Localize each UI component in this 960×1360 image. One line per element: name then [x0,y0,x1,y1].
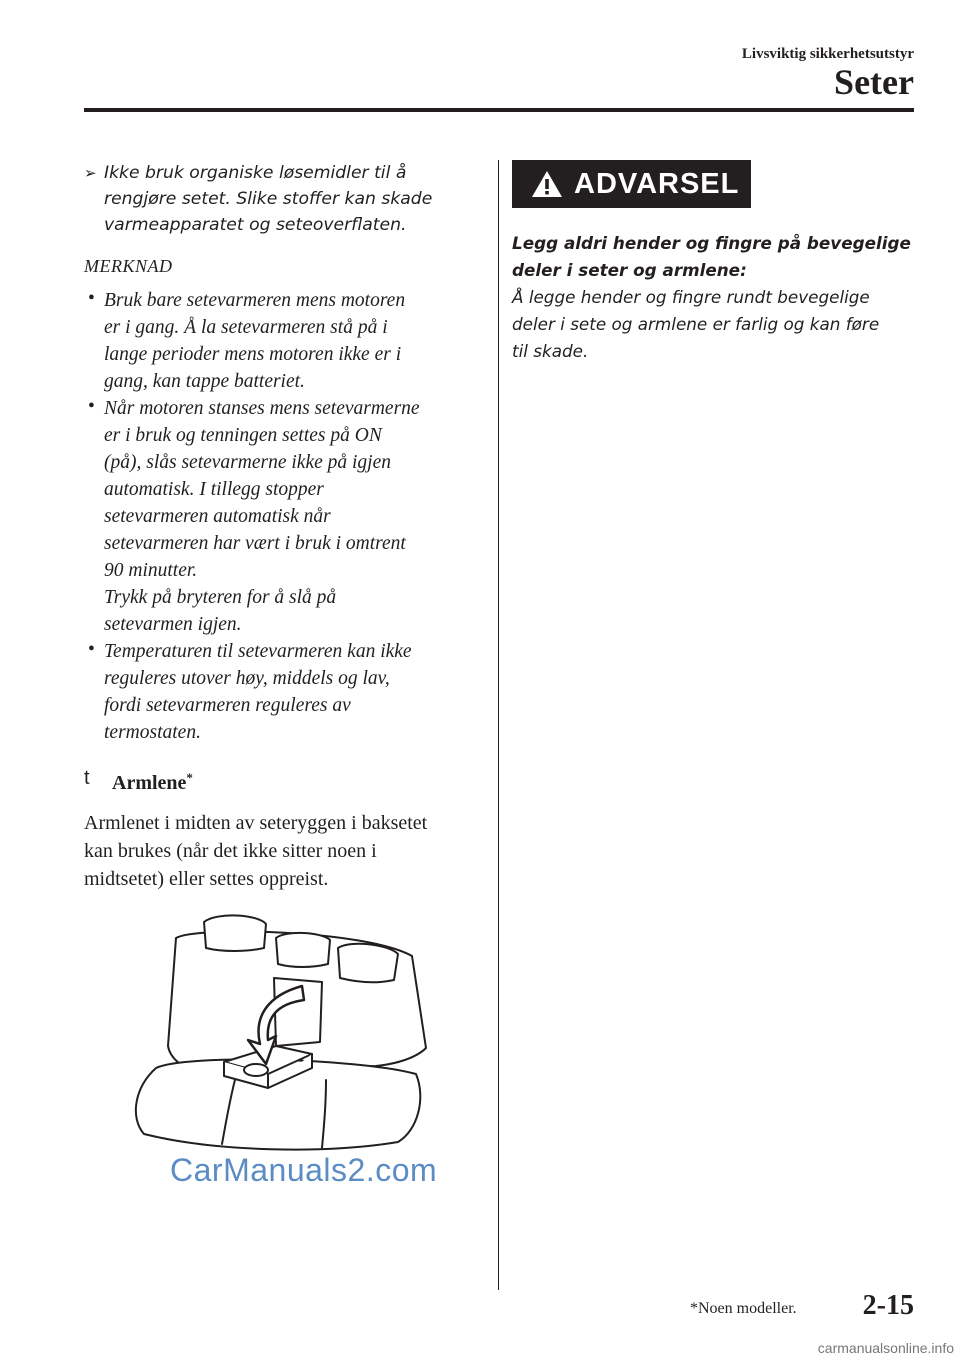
note-line: reguleres utover høy, middels og lav, [104,668,390,689]
note-line: er i bruk og tenningen settes på ON [104,425,382,446]
note-line: setevarmen igjen. [104,614,242,635]
bullet: • [88,396,95,417]
seat-cushion [136,1059,420,1149]
warning-bold-line: Legg aldri hender og fingre på bevegelige [512,233,911,253]
warning-banner [512,160,751,208]
bullet: • [88,639,95,660]
body-line: Armlenet i midten av seteryggen i baksetet [84,812,428,834]
cup-holder [244,1064,268,1076]
note-line: Temperaturen til setevarmeren kan ikke [104,641,412,662]
note-line: (på), slås setevarmerne ikke på igjen [104,452,391,473]
note-line: termostaten. [104,722,201,743]
note-item [84,395,479,638]
headrest-right [338,944,398,982]
caution-line: Ikke bruk organiske løsemidler til å [104,163,407,183]
warning-line: Å legge hender og fingre rundt bevegelige [512,287,870,307]
arrow-icon: ➢ [84,164,97,182]
note-heading: MERKNAD [84,256,173,276]
warning-body [512,230,912,365]
note-list [84,287,479,746]
right-column [512,160,912,365]
note-line: setevarmeren har vært i bruk i omtrent [104,533,406,554]
page-number: 2-15 [862,1290,914,1321]
headrest-center [276,933,330,967]
header-rule [84,108,914,112]
chapter-title: Livsviktig sikkerhetsutstyr [741,46,914,62]
note-line: Trykk på bryteren for å slå på [104,587,337,608]
section-heading [84,764,479,797]
note-line: fordi setevarmeren reguleres av [104,695,351,716]
caution-item [84,160,479,238]
warning-label: ADVARSEL [574,167,740,200]
warning-line: deler i sete og armlene er farlig og kan føre [512,314,880,334]
warning-icon [530,169,564,199]
section-title: Armlene [112,772,187,794]
warning-line: til skade. [512,341,589,361]
note-line: Bruk bare setevarmeren mens motoren [104,290,406,311]
armrest-illustration [126,908,442,1160]
section-body [84,809,479,893]
note-line: gang, kan tappe batteriet. [104,371,305,392]
body-line: midtsetet) eller settes oppreist. [84,868,329,890]
footnote-asterisk: * [186,770,193,785]
note-item [84,638,479,746]
note-line: er i gang. Å la setevarmeren stå på i [104,317,388,338]
note-item [84,287,479,395]
headrest-left [204,915,266,951]
footnote: *Noen modeller. [690,1300,797,1317]
section-marker: t [84,767,90,789]
caution-line: rengjøre setet. Slike stoffer kan skade [104,189,433,209]
left-column [84,160,479,893]
warning-bold-line: deler i seter og armlene: [512,260,747,280]
note-line: Når motoren stanses mens setevarmerne [104,398,420,419]
site-footer: carmanualsonline.info [817,1340,954,1356]
page-title: Seter [834,62,914,102]
section-heading-text [112,764,193,797]
note-line: setevarmeren automatisk når [104,506,331,527]
note-line: 90 minutter. [104,560,198,581]
bullet: • [88,288,95,309]
note-line: lange perioder mens motoren ikke er i [104,344,402,365]
caution-line: varmeapparatet og seteoverflaten. [104,215,407,235]
note-line: automatisk. I tillegg stopper [104,479,324,500]
body-line: kan brukes (når det ikke sitter noen i [84,840,377,862]
column-divider [498,160,499,1290]
watermark: CarManuals2.com [170,1152,438,1188]
